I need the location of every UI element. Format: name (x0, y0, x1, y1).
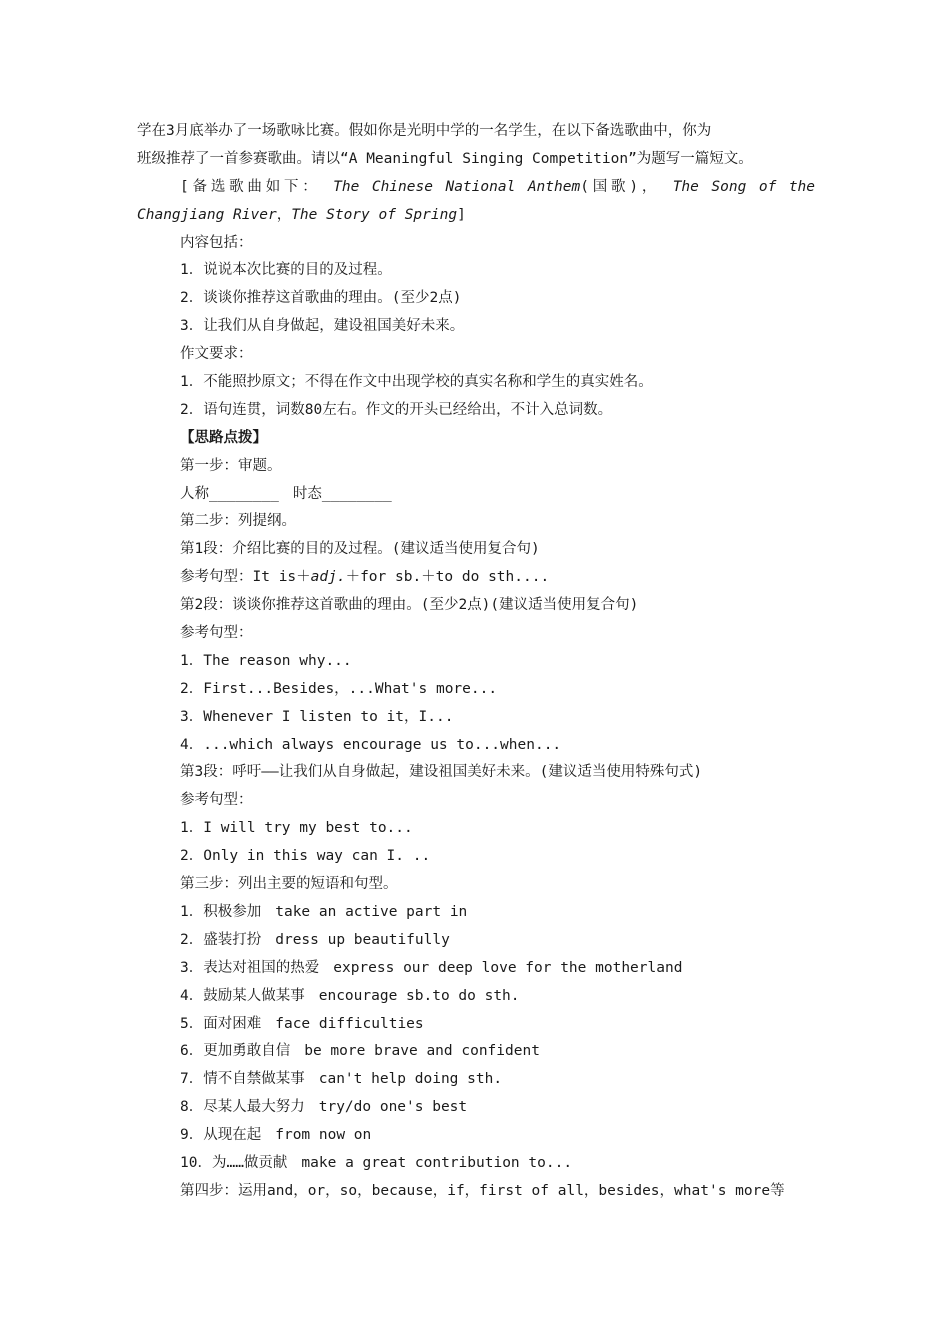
reference-label: 参考句型： (180, 792, 253, 809)
step-1-blanks (137, 481, 815, 509)
songs-line-2 (137, 202, 815, 230)
phrase-en: encourage sb.to do sth. (318, 987, 520, 1004)
song-2-part-a: The Song of the (672, 178, 815, 195)
song-1: The Chinese National Anthem (333, 178, 581, 195)
reference-pattern: 1．I will try my best to... (180, 820, 413, 837)
paragraph-2-outline: 第2段：谈谈你推荐这首歌曲的理由。(至少2点)(建议适当使用复合句) (180, 597, 639, 614)
phrase-cn: 8．尽某人最大努力 (180, 1099, 305, 1116)
songs-prefix: [备选歌曲如下： (180, 178, 321, 195)
content-heading: 内容包括： (180, 234, 253, 251)
song-2-part-b: Changjiang River (137, 206, 277, 223)
reference-label: 参考句型： (180, 625, 253, 642)
intro-line-2: 班级推荐了一首参赛歌曲。请以“A Meaningful Singing Competition”为题写一篇短文。 (137, 150, 753, 167)
requirement-item: 2．语句连贯，词数80左右。作文的开头已经给出，不计入总词数。 (180, 401, 613, 418)
reference-pattern: 2．Only in this way can I. .. (180, 848, 431, 865)
intro-line-1: 学在3月底举办了一场歌咏比赛。假如你是光明中学的一名学生，在以下备选歌曲中，你为 (137, 123, 712, 139)
phrase-item (137, 899, 815, 927)
phrase-en: face difficulties (275, 1015, 424, 1032)
step-2: 第二步：列提纲。 (180, 513, 296, 530)
song-1-cn: (国歌)， (580, 178, 661, 195)
phrase-en: take an active part in (275, 903, 468, 920)
reference-pattern: 4．...which always encourage us to...when... (180, 736, 562, 753)
songs-suffix: ] (457, 206, 466, 223)
reference-pattern: 1．The reason why... (180, 652, 352, 669)
document-page (137, 118, 815, 1206)
phrase-item (137, 983, 815, 1011)
phrase-en: express our deep love for the motherland (333, 959, 683, 976)
tense-blank: 时态________ (292, 485, 392, 502)
content-item: 2．谈谈你推荐这首歌曲的理由。(至少2点) (180, 290, 462, 307)
phrase-cn: 6．更加勇敢自信 (180, 1043, 291, 1060)
step-3: 第三步：列出主要的短语和句型。 (180, 876, 398, 893)
phrase-cn: 5．面对困难 (180, 1015, 262, 1032)
content-item: 3．让我们从自身做起，建设祖国美好未来。 (180, 318, 465, 335)
phrase-item (137, 955, 815, 983)
phrase-item (137, 1038, 815, 1066)
phrase-item (137, 1011, 815, 1039)
person-blank: 人称________ (180, 485, 279, 502)
phrase-en: dress up beautifully (275, 931, 450, 948)
phrase-en: try/do one's best (318, 1099, 468, 1116)
phrase-cn: 9．从现在起 (180, 1127, 262, 1144)
phrase-item (137, 1094, 815, 1122)
songs-line-1 (137, 174, 815, 202)
phrase-en: make a great contribution to... (301, 1154, 573, 1171)
reference-adj: adj. (310, 569, 346, 586)
phrase-cn: 4．鼓励某人做某事 (180, 987, 305, 1004)
phrase-cn: 2．盛装打扮 (180, 931, 262, 948)
phrase-cn: 1．积极参加 (180, 903, 262, 920)
paragraph-3-outline: 第3段：呼吁——让我们从自身做起，建设祖国美好未来。(建议适当使用特殊句式) (180, 764, 703, 781)
phrase-item (137, 1150, 815, 1178)
paragraph-1-outline: 第1段：介绍比赛的目的及过程。(建议适当使用复合句) (180, 541, 540, 558)
reference-pattern: 3．Whenever I listen to it，I... (180, 708, 454, 725)
phrase-en: from now on (275, 1127, 372, 1144)
reference-text: 参考句型：It is＋ (180, 569, 311, 586)
songs-separator: ， (276, 206, 292, 223)
phrase-item (137, 1066, 815, 1094)
step-1: 第一步：审题。 (180, 457, 282, 474)
phrase-cn: 7．情不自禁做某事 (180, 1071, 305, 1088)
content-item: 1．说说本次比赛的目的及过程。 (180, 262, 392, 279)
phrase-cn: 3．表达对祖国的热爱 (180, 959, 320, 976)
tips-heading: 【思路点拨】 (180, 429, 267, 446)
requirement-item: 1．不能照抄原文；不得在作文中出现学校的真实名称和学生的真实姓名。 (180, 374, 653, 391)
requirements-heading: 作文要求： (180, 346, 253, 363)
reference-pattern: 2．First...Besides，...What's more... (180, 680, 498, 697)
reference-text: ＋for sb.＋to do sth.... (345, 569, 550, 586)
song-3: The Story of Spring (291, 206, 458, 223)
paragraph-1-reference (137, 564, 815, 592)
phrase-en: be more brave and confident (304, 1043, 540, 1060)
phrase-item (137, 927, 815, 955)
phrase-en: can't help doing sth. (318, 1071, 503, 1088)
phrase-item (137, 1122, 815, 1150)
step-4: 第四步：运用and，or，so，because，if，first of all，besides，what's more等 (180, 1182, 785, 1199)
phrase-cn: 10．为……做贡献 (180, 1154, 288, 1171)
